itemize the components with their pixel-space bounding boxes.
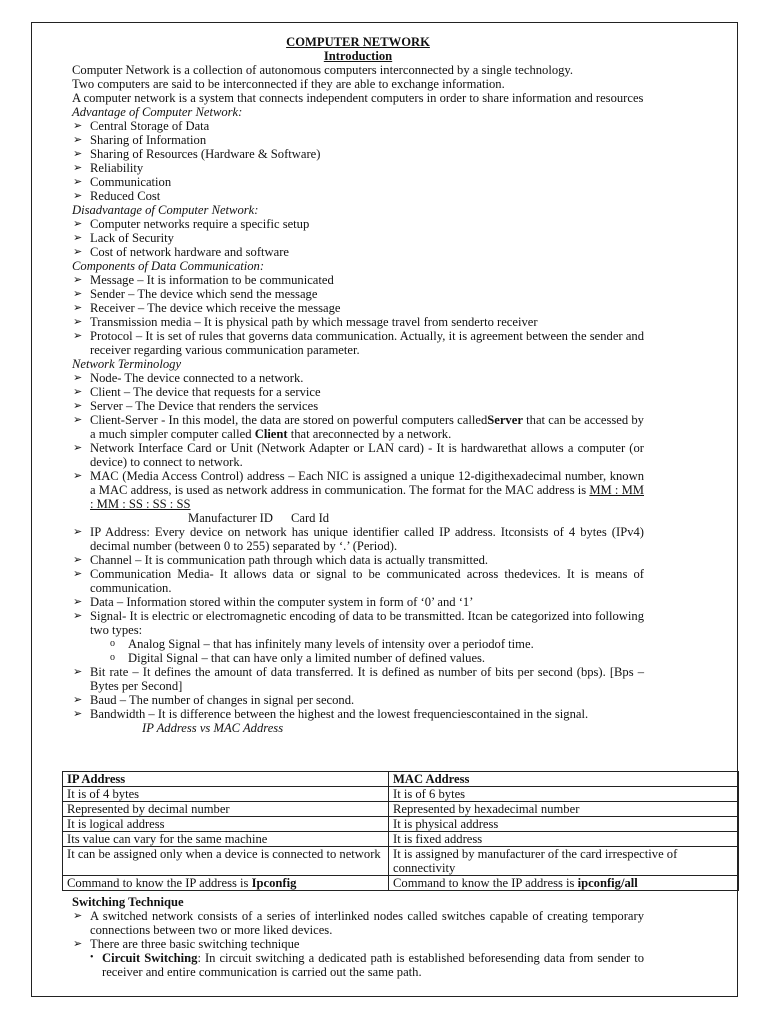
- arrow-bullet-icon: ➢: [73, 330, 83, 342]
- list-item: ➢ Client-Server - In this model, the data are stored on powerful computers calledServer that can be accessed by a much simpler computer called Client that areconnected by a network.: [73, 413, 644, 441]
- table-row: [63, 817, 739, 832]
- table-header-cell: MAC Address: [389, 772, 739, 787]
- components-heading: Components of Data Communication:: [72, 259, 265, 273]
- list-item: ➢ Reduced Cost: [73, 189, 161, 203]
- arrow-bullet-icon: ➢: [73, 232, 83, 244]
- list-item: ➢ There are three basic switching technique • Circuit Switching: In circuit switching a dedicated path is established beforesending data from sender to receiver and entire communication is carried out the same path.: [73, 937, 644, 979]
- arrow-bullet-icon: ➢: [73, 162, 83, 174]
- list-item: ➢ Transmission media – It is physical path by which message travel from senderto receiver: [73, 315, 538, 329]
- disadvantages-heading: Disadvantage of Computer Network:: [72, 203, 259, 217]
- arrow-bullet-icon: ➢: [73, 288, 83, 300]
- circle-bullet-icon: o: [110, 652, 115, 663]
- switching-heading: Switching Technique: [72, 895, 184, 909]
- arrow-bullet-icon: ➢: [73, 414, 83, 426]
- list-item: ➢ Sharing of Information: [73, 133, 207, 147]
- table-header-cell: IP Address: [63, 772, 389, 787]
- document-body: [72, 35, 644, 735]
- dot-bullet-icon: •: [90, 952, 94, 963]
- advantages-heading: Advantage of Computer Network:: [72, 105, 243, 119]
- signal-types-list: [90, 637, 644, 665]
- list-item: o Digital Signal – that can have only a limited number of defined values.: [110, 651, 486, 665]
- table-row: [63, 787, 739, 802]
- arrow-bullet-icon: ➢: [73, 610, 83, 622]
- arrow-bullet-icon: ➢: [73, 910, 83, 922]
- table-row: [63, 802, 739, 817]
- table-cell: It is logical address: [63, 817, 389, 832]
- table-cell: It is of 6 bytes: [389, 787, 739, 802]
- list-item: ➢ Server – The Device that renders the services: [73, 399, 319, 413]
- intro-paragraph: Two computers are said to be interconnected if they are able to exchange information.: [72, 77, 505, 91]
- list-item: ➢ Bit rate – It defines the amount of data transferred. It is defined as number of bits per second (bps). [Bps – Bytes per Second]: [73, 665, 644, 693]
- list-item: ➢ Receiver – The device which receive the message: [73, 301, 341, 315]
- arrow-bullet-icon: ➢: [73, 246, 83, 258]
- table-cell: Its value can vary for the same machine: [63, 832, 389, 847]
- arrow-bullet-icon: ➢: [73, 190, 83, 202]
- intro-paragraph: A computer network is a system that connects independent computers in order to share information and resources: [72, 91, 644, 105]
- list-item: ➢ Cost of network hardware and software: [73, 245, 289, 259]
- terminology-heading: Network Terminology: [72, 357, 182, 371]
- switching-section: [72, 895, 644, 979]
- list-item: ➢ Reliability: [73, 161, 144, 175]
- list-item: ➢ A switched network consists of a series of interlinked nodes called switches capable of creating temporary connections between two or more liked devices.: [73, 909, 644, 937]
- list-item: ➢ Client – The device that requests for a service: [73, 385, 321, 399]
- list-item: ➢ Baud – The number of changes in signal per second.: [73, 693, 355, 707]
- table-cell: Represented by decimal number: [63, 802, 389, 817]
- list-item: ➢ Central Storage of Data: [73, 119, 210, 133]
- arrow-bullet-icon: ➢: [73, 176, 83, 188]
- section-intro-heading: Introduction: [323, 49, 393, 63]
- page-title: COMPUTER NETWORK: [286, 35, 430, 49]
- circle-bullet-icon: o: [110, 638, 115, 649]
- list-item: ➢ Sender – The device which send the message: [73, 287, 318, 301]
- table-cell: Command to know the IP address is ipconfig/all: [389, 876, 739, 891]
- arrow-bullet-icon: ➢: [73, 596, 83, 608]
- list-item: ➢ Communication Media- It allows data or signal to be communicated across thedevices. It is means of communication.: [73, 567, 644, 595]
- table-header-row: [63, 772, 739, 787]
- arrow-bullet-icon: ➢: [73, 120, 83, 132]
- arrow-bullet-icon: ➢: [73, 938, 83, 950]
- arrow-bullet-icon: ➢: [73, 316, 83, 328]
- list-item: ➢ Bandwidth – It is difference between the highest and the lowest frequenciescontained in the signal.: [73, 707, 589, 721]
- mac-format-labels: Manufacturer ID Card Id: [188, 511, 330, 525]
- arrow-bullet-icon: ➢: [73, 666, 83, 678]
- list-item: • Circuit Switching: In circuit switching a dedicated path is established beforesending data from sender to receiver and entire communication is carried out the same path.: [90, 951, 644, 979]
- table-cell: It is fixed address: [389, 832, 739, 847]
- terminology-list: [72, 371, 644, 721]
- table-cell: It is assigned by manufacturer of the card irrespective of connectivity: [389, 847, 739, 876]
- list-item: ➢ Data – Information stored within the computer system in form of ‘0’ and ‘1’: [73, 595, 474, 609]
- arrow-bullet-icon: ➢: [73, 372, 83, 384]
- arrow-bullet-icon: ➢: [73, 526, 83, 538]
- table-cell: Represented by hexadecimal number: [389, 802, 739, 817]
- arrow-bullet-icon: ➢: [73, 442, 83, 454]
- switching-list: [72, 909, 644, 979]
- arrow-bullet-icon: ➢: [73, 694, 83, 706]
- table-row: [63, 832, 739, 847]
- components-list: [72, 273, 644, 357]
- list-item: ➢ Computer networks require a specific setup: [73, 217, 310, 231]
- switching-types-list: [90, 951, 644, 979]
- arrow-bullet-icon: ➢: [73, 400, 83, 412]
- arrow-bullet-icon: ➢: [73, 708, 83, 720]
- table-row: [63, 876, 739, 891]
- list-item: ➢ Node- The device connected to a network.: [73, 371, 304, 385]
- ip-vs-mac-table: [62, 771, 739, 891]
- arrow-bullet-icon: ➢: [73, 134, 83, 146]
- arrow-bullet-icon: ➢: [73, 218, 83, 230]
- arrow-bullet-icon: ➢: [73, 568, 83, 580]
- mac-format: MM : MM : MM : SS : SS : SS: [90, 483, 645, 511]
- table-cell: It can be assigned only when a device is connected to network: [63, 847, 389, 876]
- advantages-list: [72, 119, 644, 203]
- list-item: ➢ Network Interface Card or Unit (Network Adapter or LAN card) - It is hardwarethat allows a computer (or device) to connect to network.: [73, 441, 644, 469]
- arrow-bullet-icon: ➢: [73, 302, 83, 314]
- table-cell: It is physical address: [389, 817, 739, 832]
- table-cell: It is of 4 bytes: [63, 787, 389, 802]
- list-item: ➢ Channel – It is communication path through which data is actually transmitted.: [73, 553, 489, 567]
- table-cell: Command to know the IP address is Ipconfig: [63, 876, 389, 891]
- list-item: ➢ Signal- It is electric or electromagnetic encoding of data to be transmitted. Itcan be categorized into following two types: o Analog Signal – that has infinitely many levels of intensity over a periodof time. o Digital Signal – that can have only a limited number of defined values.: [73, 609, 644, 665]
- list-item: o Analog Signal – that has infinitely many levels of intensity over a periodof time.: [110, 637, 534, 651]
- list-item: ➢ IP Address: Every device on network has unique identifier called IP address. Itconsists of 4 bytes (IPv4) decimal number (between 0 to 255) separated by ‘.’ (Period).: [73, 525, 644, 553]
- list-item: ➢ Sharing of Resources (Hardware & Software): [73, 147, 321, 161]
- arrow-bullet-icon: ➢: [73, 274, 83, 286]
- disadvantages-list: [72, 217, 644, 259]
- intro-paragraph: Computer Network is a collection of autonomous computers interconnected by a single technology.: [72, 63, 574, 77]
- list-item: ➢ Message – It is information to be communicated: [73, 273, 334, 287]
- arrow-bullet-icon: ➢: [73, 470, 83, 482]
- arrow-bullet-icon: ➢: [73, 386, 83, 398]
- table-row: [63, 847, 739, 876]
- list-item: ➢ Protocol – It is set of rules that governs data communication. Actually, it is agreement between the sender and receiver regarding various communication parameter.: [73, 329, 644, 357]
- arrow-bullet-icon: ➢: [73, 148, 83, 160]
- list-item: ➢ MAC (Media Access Control) address – Each NIC is assigned a unique 12-digithexadecimal number, known a MAC address, is used as network address in communication. The format for the MAC address is MM : MM : MM : SS : SS : SS Manufacturer ID Card Id: [73, 469, 645, 525]
- table-caption: IP Address vs MAC Address: [142, 721, 284, 735]
- arrow-bullet-icon: ➢: [73, 554, 83, 566]
- list-item: ➢ Communication: [73, 175, 172, 189]
- list-item: ➢ Lack of Security: [73, 231, 174, 245]
